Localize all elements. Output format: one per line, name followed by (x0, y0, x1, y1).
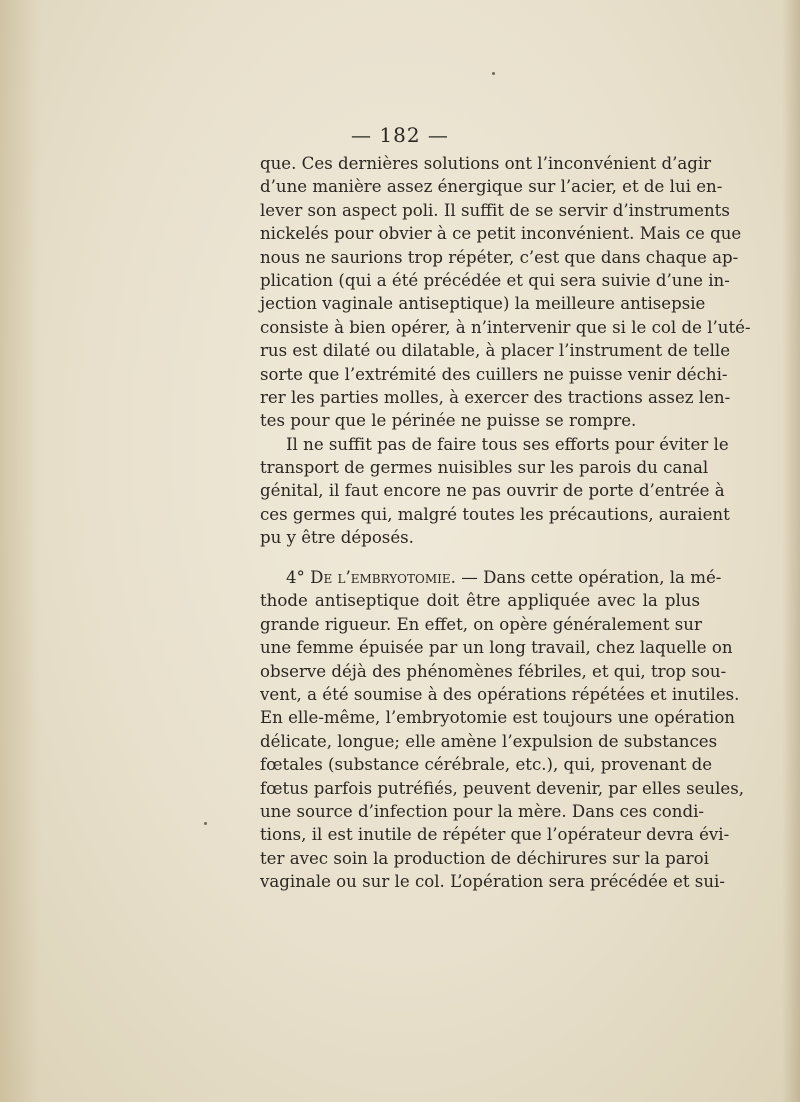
text-line: fœtus parfois putréfiés, peuvent devenir, par elles seules, (260, 778, 745, 798)
text-line: En elle-même, l’embryotomie est toujours une opération (260, 708, 735, 728)
text-line: consiste à bien opérer, à n’intervenir que si le col de l’uté- (260, 317, 751, 337)
section-first-line-text: — Dans cette opération, la mé- (461, 568, 722, 587)
text-line: vent, a été soumise à des opérations répétées et inutiles. (260, 684, 740, 704)
section-heading-line (260, 566, 722, 589)
text-line: génital, il faut encore ne pas ouvrir de porte d’entrée à (260, 481, 725, 501)
body-text-upper (260, 152, 751, 550)
text-line: vaginale ou sur le col. L’opération sera précédée et sui- (260, 872, 725, 892)
text-line: que. Ces dernières solutions ont l’inconvénient d’agir (260, 154, 712, 173)
text-line: une source d’infection pour la mère. Dans ces condi- (260, 801, 704, 821)
ink-speck (492, 72, 495, 75)
text-line: fœtales (substance cérébrale, etc.), qui, provenant de (260, 755, 713, 775)
section-number: 4° (286, 568, 305, 587)
text-line: thode antiseptique doit être appliquée avec la plus (260, 591, 700, 611)
page-edge-shadow-right (782, 0, 800, 1102)
text-line: Il ne suffit pas de faire tous ses efforts pour éviter le (286, 434, 729, 454)
text-line: ter avec soin la production de déchirures sur la paroi (260, 848, 709, 868)
text-line: une femme épuisée par un long travail, chez laquelle on (260, 638, 733, 658)
section-heading: De l’embryotomie. (310, 568, 456, 587)
text-line: rer les parties molles, à exercer des tractions assez len- (260, 387, 731, 407)
text-line: lever son aspect poli. Il suffit de se servir d’instruments (260, 200, 730, 220)
text-line: plication (qui a été précédée et qui sera suivie d’une in- (260, 270, 730, 290)
text-line: tes pour que le périnée ne puisse se rompre. (260, 411, 637, 431)
text-line: observe déjà des phénomènes fébriles, et qui, trop sou- (260, 661, 727, 681)
text-line: nous ne saurions trop répéter, c’est que dans chaque ap- (260, 247, 739, 267)
page-number: — 182 — (351, 123, 449, 147)
text-line: grande rigueur. En effet, on opère généralement sur (260, 614, 702, 634)
ink-speck (204, 822, 207, 825)
text-line: pu y être déposés. (260, 528, 414, 548)
text-line: transport de germes nuisibles sur les parois du canal (260, 458, 709, 478)
text-line: tions, il est inutile de répéter que l’opérateur devra évi- (260, 825, 730, 845)
text-line: ces germes qui, malgré toutes les précautions, auraient (260, 504, 730, 524)
text-line: jection vaginale antiseptique) la meilleure antisepsie (260, 294, 706, 314)
text-line: nickelés pour obvier à ce petit inconvénient. Mais ce que (260, 224, 742, 244)
text-line: délicate, longue; elle amène l’expulsion de substances (260, 731, 718, 751)
text-line: d’une manière assez énergique sur l’acier, et de lui en- (260, 177, 723, 197)
section-4-embryotomie (260, 566, 745, 893)
text-line: sorte que l’extrémité des cuillers ne puisse venir déchi- (260, 364, 728, 384)
page-edge-shadow-left (0, 0, 40, 1102)
text-line: rus est dilaté ou dilatable, à placer l’instrument de telle (260, 341, 731, 361)
